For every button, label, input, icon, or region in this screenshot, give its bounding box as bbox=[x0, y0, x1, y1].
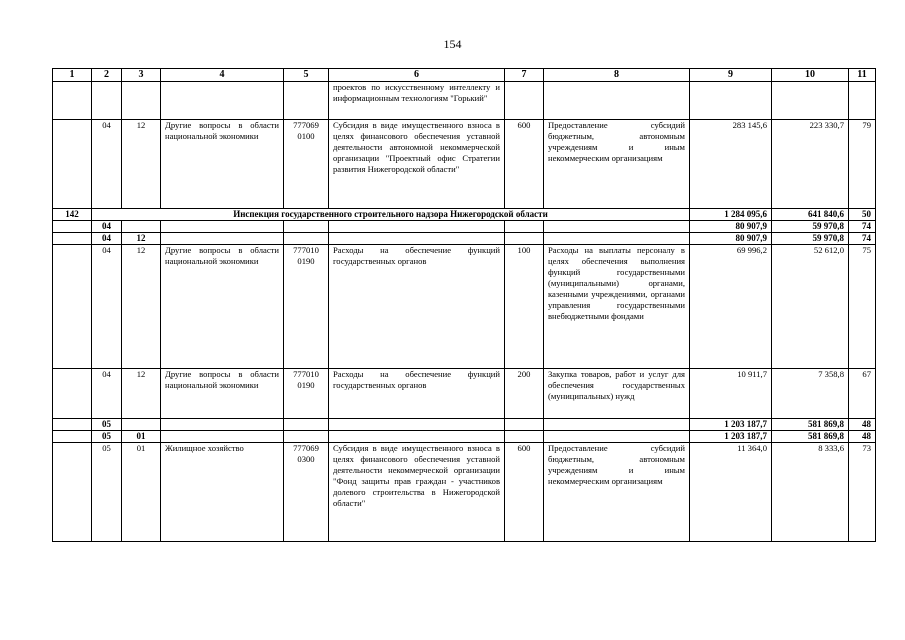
amount-plan bbox=[690, 82, 772, 120]
expense-name bbox=[329, 419, 505, 431]
expense-type-name bbox=[544, 431, 690, 443]
expense-type-code: 100 bbox=[505, 245, 544, 369]
percent-executed: 50 bbox=[849, 209, 876, 221]
section-code: 05 bbox=[92, 419, 122, 431]
expense-type-code bbox=[505, 82, 544, 120]
column-header: 6 bbox=[329, 69, 505, 82]
column-header: 8 bbox=[544, 69, 690, 82]
column-header: 4 bbox=[161, 69, 284, 82]
expense-type-name: Предоставление субсидий бюджетным, автономным учреждениям и иным некоммерческим организациям bbox=[544, 443, 690, 542]
expense-type-name bbox=[544, 82, 690, 120]
section-name: Другие вопросы в области национальной экономики bbox=[161, 369, 284, 419]
target-article bbox=[284, 233, 329, 245]
expense-type-name: Расходы на выплаты персоналу в целях обеспечения выполнения функций государственными (муниципальными) органами, казенными учреждениями, органами управления государственными внебюджетными фондами bbox=[544, 245, 690, 369]
expense-type-name bbox=[544, 221, 690, 233]
agency-row bbox=[53, 209, 876, 221]
percent-executed: 48 bbox=[849, 419, 876, 431]
expense-type-code bbox=[505, 233, 544, 245]
section-name: Другие вопросы в области национальной экономики bbox=[161, 120, 284, 209]
section-code: 04 bbox=[92, 233, 122, 245]
section-code: 04 bbox=[92, 120, 122, 209]
column-header: 10 bbox=[772, 69, 849, 82]
agency-code bbox=[53, 419, 92, 431]
target-article bbox=[284, 419, 329, 431]
amount-plan: 69 996,2 bbox=[690, 245, 772, 369]
target-article: 777069 0300 bbox=[284, 443, 329, 542]
expense-name: Расходы на обеспечение функций государственных органов bbox=[329, 245, 505, 369]
expense-name bbox=[329, 233, 505, 245]
percent-executed bbox=[849, 82, 876, 120]
amount-plan: 1 284 095,6 bbox=[690, 209, 772, 221]
expense-type-code bbox=[505, 221, 544, 233]
percent-executed: 73 bbox=[849, 443, 876, 542]
detail-row bbox=[53, 369, 876, 419]
agency-code bbox=[53, 221, 92, 233]
percent-executed: 74 bbox=[849, 221, 876, 233]
expense-name: Субсидия в виде имущественного взноса в целях финансового обеспечения уставной деятельности автономной некоммерческой организации "Проектный офис Стратегии развития Нижегородской области" bbox=[329, 120, 505, 209]
amount-actual: 581 869,8 bbox=[772, 419, 849, 431]
expense-type-code: 200 bbox=[505, 369, 544, 419]
column-header: 3 bbox=[122, 69, 161, 82]
expense-name bbox=[329, 431, 505, 443]
amount-plan: 11 364,0 bbox=[690, 443, 772, 542]
percent-executed: 74 bbox=[849, 233, 876, 245]
percent-executed: 67 bbox=[849, 369, 876, 419]
agency-code: 142 bbox=[53, 209, 92, 221]
expense-type-code: 600 bbox=[505, 443, 544, 542]
subsection-code: 12 bbox=[122, 120, 161, 209]
subsection-code bbox=[122, 82, 161, 120]
section-code: 04 bbox=[92, 245, 122, 369]
subtotal-row bbox=[53, 419, 876, 431]
subsection-code bbox=[122, 419, 161, 431]
target-article bbox=[284, 221, 329, 233]
expense-type-name bbox=[544, 233, 690, 245]
section-name: Другие вопросы в области национальной экономики bbox=[161, 245, 284, 369]
subsection-code: 01 bbox=[122, 443, 161, 542]
agency-title: Инспекция государственного строительного надзора Нижегородской области bbox=[92, 209, 690, 221]
expense-type-code: 600 bbox=[505, 120, 544, 209]
amount-actual: 223 330,7 bbox=[772, 120, 849, 209]
section-code: 05 bbox=[92, 443, 122, 542]
expense-type-name: Предоставление субсидий бюджетным, автономным учреждениям и иным некоммерческим организациям bbox=[544, 120, 690, 209]
amount-actual: 8 333,6 bbox=[772, 443, 849, 542]
amount-actual: 581 869,8 bbox=[772, 431, 849, 443]
agency-code bbox=[53, 120, 92, 209]
column-header: 5 bbox=[284, 69, 329, 82]
section-name bbox=[161, 233, 284, 245]
agency-code bbox=[53, 443, 92, 542]
subtotal-row bbox=[53, 233, 876, 245]
agency-code bbox=[53, 82, 92, 120]
percent-executed: 75 bbox=[849, 245, 876, 369]
target-article: 777010 0190 bbox=[284, 245, 329, 369]
subsection-code: 12 bbox=[122, 245, 161, 369]
column-header: 2 bbox=[92, 69, 122, 82]
subsection-code bbox=[122, 221, 161, 233]
column-header-row bbox=[53, 69, 876, 82]
page-number: 154 bbox=[443, 37, 462, 51]
subsection-code: 01 bbox=[122, 431, 161, 443]
detail-row bbox=[53, 245, 876, 369]
target-article: 777069 0100 bbox=[284, 120, 329, 209]
section-name bbox=[161, 419, 284, 431]
target-article bbox=[284, 431, 329, 443]
amount-plan: 283 145,6 bbox=[690, 120, 772, 209]
budget-table bbox=[52, 68, 876, 542]
expense-type-code bbox=[505, 431, 544, 443]
amount-plan: 80 907,9 bbox=[690, 221, 772, 233]
section-code: 04 bbox=[92, 369, 122, 419]
target-article bbox=[284, 82, 329, 120]
detail-row bbox=[53, 120, 876, 209]
percent-executed: 48 bbox=[849, 431, 876, 443]
table-body bbox=[53, 69, 876, 542]
amount-actual: 59 970,8 bbox=[772, 221, 849, 233]
column-header: 9 bbox=[690, 69, 772, 82]
expense-name: Расходы на обеспечение функций государственных органов bbox=[329, 369, 505, 419]
expense-name: проектов по искусственному интеллекту и информационным технологиям "Горький" bbox=[329, 82, 505, 120]
detail-row bbox=[53, 443, 876, 542]
amount-plan: 80 907,9 bbox=[690, 233, 772, 245]
target-article: 777010 0190 bbox=[284, 369, 329, 419]
section-name: Жилищное хозяйство bbox=[161, 443, 284, 542]
section-code: 05 bbox=[92, 431, 122, 443]
section-name bbox=[161, 82, 284, 120]
section-code bbox=[92, 82, 122, 120]
amount-plan: 1 203 187,7 bbox=[690, 419, 772, 431]
subtotal-row bbox=[53, 221, 876, 233]
column-header: 11 bbox=[849, 69, 876, 82]
column-header: 1 bbox=[53, 69, 92, 82]
amount-actual: 7 358,8 bbox=[772, 369, 849, 419]
agency-code bbox=[53, 369, 92, 419]
agency-code bbox=[53, 233, 92, 245]
subsection-code: 12 bbox=[122, 369, 161, 419]
amount-plan: 10 911,7 bbox=[690, 369, 772, 419]
amount-actual: 59 970,8 bbox=[772, 233, 849, 245]
percent-executed: 79 bbox=[849, 120, 876, 209]
expense-name: Субсидия в виде имущественного взноса в целях финансового обеспечения уставной деятельности некоммерческой организации "Фонд защиты прав граждан - участников долевого строительства в Нижегородской области" bbox=[329, 443, 505, 542]
subsection-code: 12 bbox=[122, 233, 161, 245]
section-code: 04 bbox=[92, 221, 122, 233]
agency-code bbox=[53, 431, 92, 443]
column-header: 7 bbox=[505, 69, 544, 82]
amount-plan: 1 203 187,7 bbox=[690, 431, 772, 443]
subtotal-row bbox=[53, 431, 876, 443]
section-name bbox=[161, 221, 284, 233]
amount-actual: 641 840,6 bbox=[772, 209, 849, 221]
amount-actual: 52 612,0 bbox=[772, 245, 849, 369]
expense-name bbox=[329, 221, 505, 233]
expense-type-name: Закупка товаров, работ и услуг для обеспечения государственных (муниципальных) нужд bbox=[544, 369, 690, 419]
detail-row bbox=[53, 82, 876, 120]
expense-type-code bbox=[505, 419, 544, 431]
section-name bbox=[161, 431, 284, 443]
expense-type-name bbox=[544, 419, 690, 431]
agency-code bbox=[53, 245, 92, 369]
amount-actual bbox=[772, 82, 849, 120]
